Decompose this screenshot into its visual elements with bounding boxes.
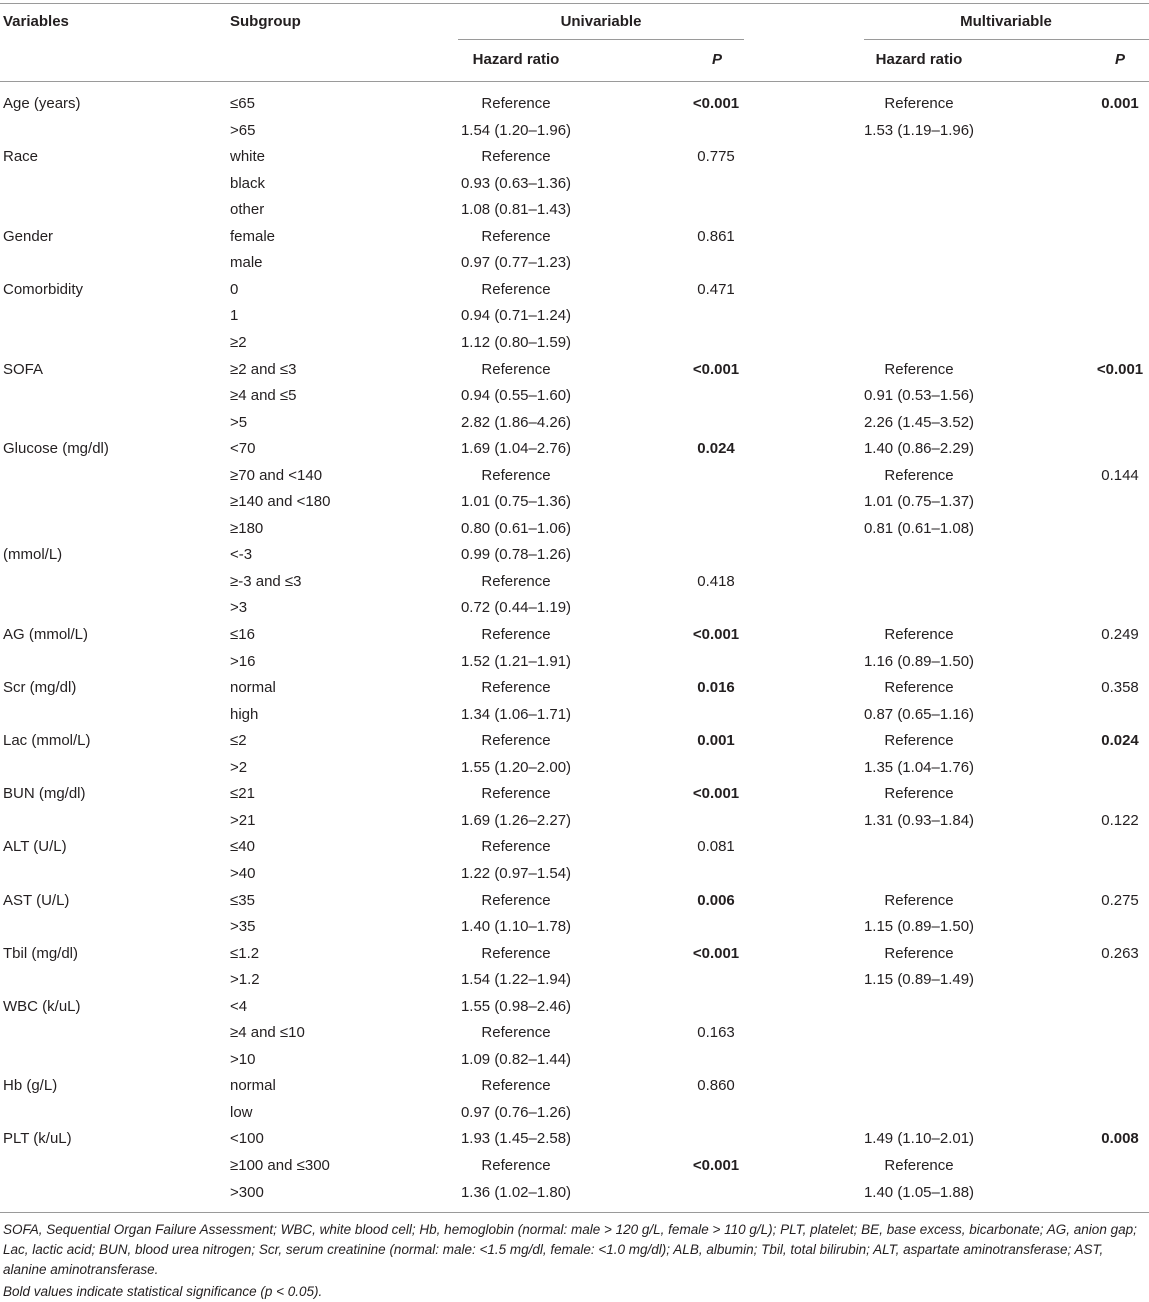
multi-hazard-ratio-cell: 1.15 (0.89–1.50) [863, 918, 975, 935]
uni-p-cell: 0.471 [697, 281, 735, 298]
uni-p-cell: 0.861 [697, 228, 735, 245]
uni-p-cell: <0.001 [692, 785, 740, 802]
uni-p-cell: <0.001 [692, 626, 740, 643]
subgroup-cell: ≤65 [230, 95, 255, 112]
subgroup-cell: ≥140 and <180 [230, 493, 331, 510]
uni-hazard-ratio-cell: Reference [481, 732, 551, 749]
subgroup-cell: >300 [230, 1184, 264, 1201]
subgroup-cell: >40 [230, 865, 256, 882]
uni-p-cell: 0.081 [697, 838, 735, 855]
uni-hazard-ratio-cell: 1.40 (1.10–1.78) [460, 918, 572, 935]
variable-cell: AST (U/L) [3, 892, 70, 909]
subgroup-cell: ≤2 [230, 732, 247, 749]
variable-cell: PLT (k/uL) [3, 1130, 72, 1147]
uni-hazard-ratio-cell: Reference [481, 838, 551, 855]
subgroup-cell: black [230, 175, 266, 192]
multi-p-cell: 0.001 [1101, 95, 1139, 112]
uni-hazard-ratio-cell: Reference [481, 573, 551, 590]
multi-hazard-ratio-cell: Reference [884, 785, 954, 802]
subgroup-cell: ≥100 and ≤300 [230, 1157, 330, 1174]
multi-p-cell: 0.358 [1101, 679, 1139, 696]
variable-cell: WBC (k/uL) [3, 998, 81, 1015]
subgroup-cell: >16 [230, 653, 256, 670]
uni-hazard-ratio-cell: Reference [481, 785, 551, 802]
uni-hazard-ratio-cell: 1.55 (1.20–2.00) [460, 759, 572, 776]
multi-hazard-ratio-cell: 1.53 (1.19–1.96) [863, 122, 975, 139]
subgroup-cell: >10 [230, 1051, 256, 1068]
bold-values-footnote: Bold values indicate statistical significance (p < 0.05). [3, 1284, 323, 1299]
uni-hazard-ratio-cell: 2.82 (1.86–4.26) [460, 414, 572, 431]
variable-cell: Comorbidity [3, 281, 84, 298]
subgroup-cell: <100 [230, 1130, 264, 1147]
uni-hazard-ratio-cell: Reference [481, 95, 551, 112]
subgroup-cell: <-3 [230, 546, 253, 563]
multi-hazard-ratio-cell: 1.49 (1.10–2.01) [863, 1130, 975, 1147]
uni-hazard-ratio-cell: Reference [481, 1024, 551, 1041]
uni-hazard-ratio-cell: Reference [481, 228, 551, 245]
multi-p-cell: 0.024 [1101, 732, 1139, 749]
multi-hazard-ratio-cell: 1.16 (0.89–1.50) [863, 653, 975, 670]
uni-hazard-ratio-cell: 0.80 (0.61–1.06) [460, 520, 572, 537]
uni-hazard-ratio-cell: Reference [481, 679, 551, 696]
multi-p-cell: 0.144 [1101, 467, 1139, 484]
subgroup-cell: ≤35 [230, 892, 255, 909]
multi-hazard-ratio-cell: 1.40 (0.86–2.29) [863, 440, 975, 457]
uni-hazard-ratio-cell: 0.97 (0.77–1.23) [460, 254, 572, 271]
uni-hazard-ratio-cell: Reference [481, 945, 551, 962]
table-bottom-rule [0, 1212, 1149, 1213]
subgroup-cell: low [230, 1104, 253, 1121]
multi-hazard-ratio-cell: 1.01 (0.75–1.37) [863, 493, 975, 510]
subgroup-cell: ≥70 and <140 [230, 467, 323, 484]
uni-hazard-ratio-cell: 0.94 (0.55–1.60) [460, 387, 572, 404]
multi-p-cell: 0.249 [1101, 626, 1139, 643]
uni-hazard-ratio-cell: Reference [481, 467, 551, 484]
uni-p-cell: <0.001 [692, 95, 740, 112]
subgroup-cell: >65 [230, 122, 256, 139]
variable-cell: Tbil (mg/dl) [3, 945, 79, 962]
uni-hazard-ratio-cell: 1.93 (1.45–2.58) [460, 1130, 572, 1147]
uni-hazard-ratio-cell: 0.94 (0.71–1.24) [460, 307, 572, 324]
uni-hazard-ratio-cell: Reference [481, 892, 551, 909]
multi-hazard-ratio-cell: 0.81 (0.61–1.08) [863, 520, 975, 537]
header-multi-hazard-ratio: Hazard ratio [875, 51, 963, 68]
top-rule [0, 3, 1149, 4]
multi-hazard-ratio-cell: 1.31 (0.93–1.84) [863, 812, 975, 829]
subgroup-cell: normal [230, 1077, 276, 1094]
uni-hazard-ratio-cell: 1.36 (1.02–1.80) [460, 1184, 572, 1201]
subgroup-cell: other [230, 201, 265, 218]
subgroup-cell: ≤1.2 [230, 945, 260, 962]
uni-hazard-ratio-cell: Reference [481, 1077, 551, 1094]
uni-hazard-ratio-cell: Reference [481, 1157, 551, 1174]
variable-cell: Lac (mmol/L) [3, 732, 91, 749]
multi-p-cell: 0.122 [1101, 812, 1139, 829]
subgroup-cell: ≥4 and ≤5 [230, 387, 297, 404]
header-univariable: Univariable [560, 13, 642, 30]
variable-cell: Scr (mg/dl) [3, 679, 77, 696]
multi-hazard-ratio-cell: Reference [884, 732, 954, 749]
uni-hazard-ratio-cell: Reference [481, 626, 551, 643]
multi-hazard-ratio-cell: 2.26 (1.45–3.52) [863, 414, 975, 431]
subgroup-cell: ≥-3 and ≤3 [230, 573, 302, 590]
uni-p-cell: 0.024 [697, 440, 735, 457]
uni-hazard-ratio-cell: 1.34 (1.06–1.71) [460, 706, 572, 723]
subgroup-cell: ≥4 and ≤10 [230, 1024, 305, 1041]
uni-hazard-ratio-cell: Reference [481, 281, 551, 298]
header-multivariable: Multivariable [960, 13, 1052, 30]
uni-p-cell: <0.001 [692, 1157, 740, 1174]
header-multi-p: P [1114, 51, 1126, 68]
uni-hazard-ratio-cell: 0.93 (0.63–1.36) [460, 175, 572, 192]
multi-hazard-ratio-cell: 0.91 (0.53–1.56) [863, 387, 975, 404]
multi-p-cell: 0.275 [1101, 892, 1139, 909]
variable-cell: Age (years) [3, 95, 81, 112]
subgroup-cell: ≤21 [230, 785, 255, 802]
subgroup-cell: female [230, 228, 276, 245]
header-subgroup: Subgroup [230, 13, 301, 30]
subgroup-cell: <4 [230, 998, 248, 1015]
multi-p-cell: 0.008 [1101, 1130, 1139, 1147]
header-variables: Variables [3, 13, 69, 30]
abbreviations-footnote: SOFA, Sequential Organ Failure Assessment; WBC, white blood cell; Hb, hemoglobin (normal: male > 120 g/L, female > 110 g/L); PLT, platelet; BE, base excess, bicarbonate; AG, anion gap; Lac, lactic acid; BUN, blood urea nitrogen; Scr, serum creatinine (normal: male: <1.5 mg/dl, female: <1.0 mg/dl); ALB, albumin; Tbil, total bilirubin; ALT, aspartate aminotransferase; AST, alanine aminotransferase. [3, 1222, 1137, 1277]
variable-cell: ALT (U/L) [3, 838, 67, 855]
subgroup-cell: male [230, 254, 263, 271]
subgroup-cell: ≤40 [230, 838, 255, 855]
subgroup-cell: white [230, 148, 266, 165]
uni-p-cell: 0.163 [697, 1024, 735, 1041]
uni-hazard-ratio-cell: Reference [481, 361, 551, 378]
subgroup-cell: ≥180 [230, 520, 264, 537]
uni-p-cell: 0.001 [697, 732, 735, 749]
subgroup-cell: >35 [230, 918, 256, 935]
header-bottom-rule [0, 81, 1149, 82]
uni-p-cell: 0.775 [697, 148, 735, 165]
uni-hazard-ratio-cell: 1.01 (0.75–1.36) [460, 493, 572, 510]
variable-cell: SOFA [3, 361, 44, 378]
uni-hazard-ratio-cell: 1.69 (1.04–2.76) [460, 440, 572, 457]
subgroup-cell: >3 [230, 599, 248, 616]
uni-p-cell: 0.860 [697, 1077, 735, 1094]
subgroup-cell: >21 [230, 812, 256, 829]
multi-hazard-ratio-cell: Reference [884, 95, 954, 112]
multi-hazard-ratio-cell: 1.40 (1.05–1.88) [863, 1184, 975, 1201]
uni-p-cell: <0.001 [692, 361, 740, 378]
multi-hazard-ratio-cell: Reference [884, 361, 954, 378]
variable-cell: (mmol/L) [3, 546, 63, 563]
uni-hazard-ratio-cell: 1.69 (1.26–2.27) [460, 812, 572, 829]
variable-cell: Glucose (mg/dl) [3, 440, 109, 457]
uni-hazard-ratio-cell: 1.54 (1.20–1.96) [460, 122, 572, 139]
multi-hazard-ratio-cell: 1.15 (0.89–1.49) [863, 971, 975, 988]
uni-hazard-ratio-cell: 1.22 (0.97–1.54) [460, 865, 572, 882]
multi-hazard-ratio-cell: Reference [884, 679, 954, 696]
subgroup-cell: normal [230, 679, 276, 696]
uni-hazard-ratio-cell: 1.12 (0.80–1.59) [460, 334, 572, 351]
subgroup-cell: ≤16 [230, 626, 255, 643]
uni-hazard-ratio-cell: Reference [481, 148, 551, 165]
variable-cell: Gender [3, 228, 54, 245]
multi-hazard-ratio-cell: Reference [884, 626, 954, 643]
subgroup-cell: 0 [230, 281, 239, 298]
subgroup-cell: <70 [230, 440, 256, 457]
uni-hazard-ratio-cell: 0.97 (0.76–1.26) [460, 1104, 572, 1121]
uni-hazard-ratio-cell: 1.52 (1.21–1.91) [460, 653, 572, 670]
uni-p-cell: 0.016 [697, 679, 735, 696]
multi-hazard-ratio-cell: Reference [884, 892, 954, 909]
variable-cell: Race [3, 148, 39, 165]
variable-cell: BUN (mg/dl) [3, 785, 86, 802]
subgroup-cell: high [230, 706, 259, 723]
multi-hazard-ratio-cell: 0.87 (0.65–1.16) [863, 706, 975, 723]
subgroup-cell: ≥2 and ≤3 [230, 361, 297, 378]
multi-p-cell: 0.263 [1101, 945, 1139, 962]
uni-hazard-ratio-cell: 0.99 (0.78–1.26) [460, 546, 572, 563]
uni-p-cell: 0.006 [697, 892, 735, 909]
header-uni-p: P [711, 51, 723, 68]
multi-p-cell: <0.001 [1096, 361, 1144, 378]
uni-p-cell: <0.001 [692, 945, 740, 962]
header-uni-hazard-ratio: Hazard ratio [472, 51, 560, 68]
subgroup-cell: 1 [230, 307, 239, 324]
uni-p-cell: 0.418 [697, 573, 735, 590]
variable-cell: Hb (g/L) [3, 1077, 58, 1094]
uni-hazard-ratio-cell: 1.54 (1.22–1.94) [460, 971, 572, 988]
uni-hazard-ratio-cell: 1.09 (0.82–1.44) [460, 1051, 572, 1068]
variable-cell: AG (mmol/L) [3, 626, 89, 643]
multi-hazard-ratio-cell: 1.35 (1.04–1.76) [863, 759, 975, 776]
multivariable-underline [864, 39, 1149, 40]
uni-hazard-ratio-cell: 0.72 (0.44–1.19) [460, 599, 572, 616]
multi-hazard-ratio-cell: Reference [884, 1157, 954, 1174]
multi-hazard-ratio-cell: Reference [884, 945, 954, 962]
uni-hazard-ratio-cell: 1.08 (0.81–1.43) [460, 201, 572, 218]
uni-hazard-ratio-cell: 1.55 (0.98–2.46) [460, 998, 572, 1015]
univariable-underline [458, 39, 744, 40]
subgroup-cell: >1.2 [230, 971, 260, 988]
subgroup-cell: ≥2 [230, 334, 247, 351]
subgroup-cell: >2 [230, 759, 248, 776]
subgroup-cell: >5 [230, 414, 248, 431]
multi-hazard-ratio-cell: Reference [884, 467, 954, 484]
